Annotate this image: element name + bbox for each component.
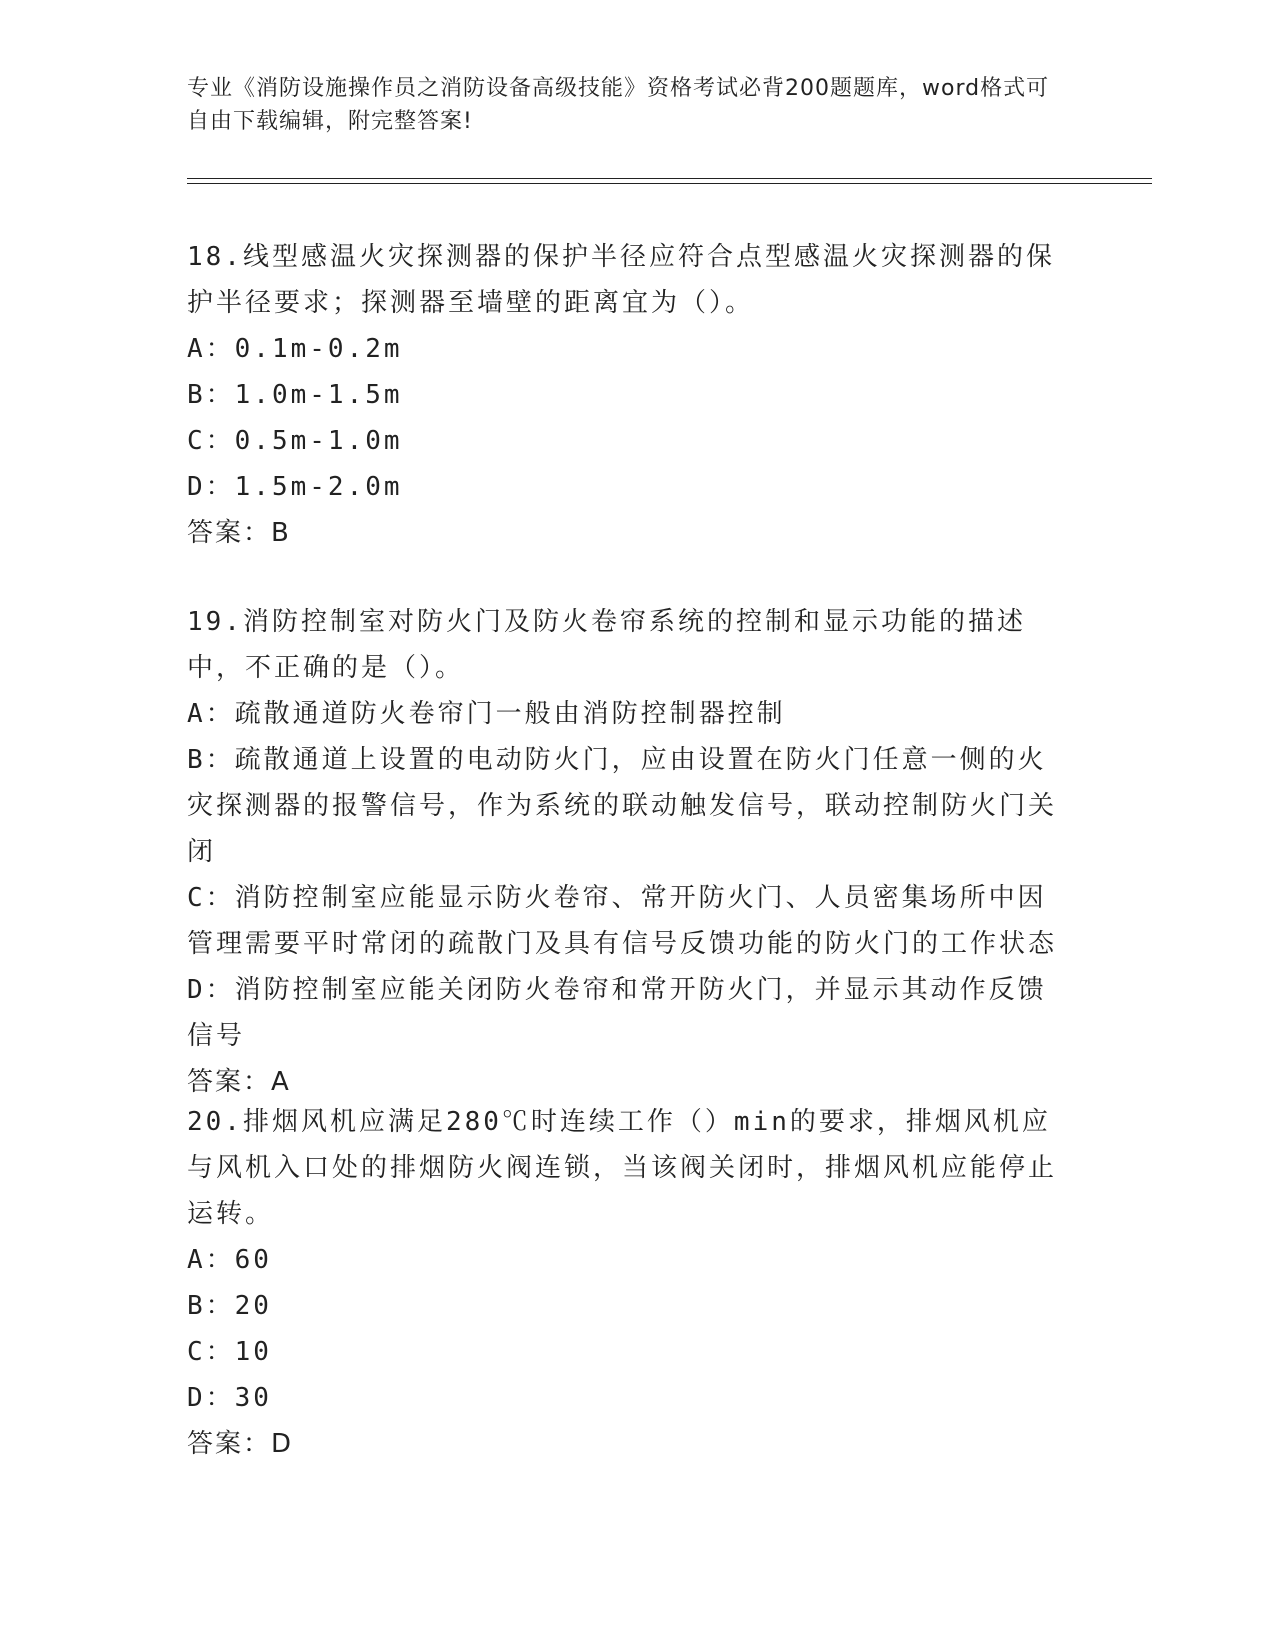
option-b: B：疏散通道上设置的电动防火门，应由设置在防火门任意一侧的火灾探测器的报警信号，作为系统的联动触发信号，联动控制防火门关闭	[187, 745, 1058, 867]
header-divider-top	[187, 178, 1152, 179]
question-20	[187, 1099, 1067, 1467]
answer-line: 答案：A	[187, 1067, 291, 1097]
option-c: C：消防控制室应能显示防火卷帘、常开防火门、人员密集场所中因管理需要平时常闭的疏散门及具有信号反馈功能的防火门的工作状态	[187, 883, 1058, 959]
document-header: 专业《消防设施操作员之消防设备高级技能》资格考试必背200题题库，word格式可自由下载编辑，附完整答案!	[187, 76, 1050, 134]
question-stem: 18.线型感温火灾探测器的保护半径应符合点型感温火灾探测器的保护半径要求；探测器至墙壁的距离宜为（）。	[187, 242, 1055, 318]
question-18	[187, 234, 1067, 556]
question-19	[187, 599, 1067, 1105]
option-a: A：疏散通道防火卷帘门一般由消防控制器控制	[187, 699, 786, 729]
option-b: B：20	[187, 1291, 272, 1321]
option-d: D：30	[187, 1383, 272, 1413]
question-stem: 19.消防控制室对防火门及防火卷帘系统的控制和显示功能的描述中，不正确的是（）。	[187, 607, 1026, 683]
option-d: D：消防控制室应能关闭防火卷帘和常开防火门，并显示其动作反馈信号	[187, 975, 1047, 1051]
option-b: B：1.0m-1.5m	[187, 380, 403, 410]
answer-line: 答案：D	[187, 1429, 294, 1459]
option-a: A：60	[187, 1245, 272, 1275]
option-a: A：0.1m-0.2m	[187, 334, 403, 364]
option-c: C：10	[187, 1337, 272, 1367]
answer-line: 答案：B	[187, 518, 291, 548]
option-d: D：1.5m-2.0m	[187, 472, 403, 502]
option-c: C：0.5m-1.0m	[187, 426, 403, 456]
header-divider-bottom	[187, 183, 1152, 184]
question-stem: 20.排烟风机应满足280℃时连续工作（）min的要求，排烟风机应与风机入口处的排烟防火阀连锁，当该阀关闭时，排烟风机应能停止运转。	[187, 1107, 1058, 1229]
